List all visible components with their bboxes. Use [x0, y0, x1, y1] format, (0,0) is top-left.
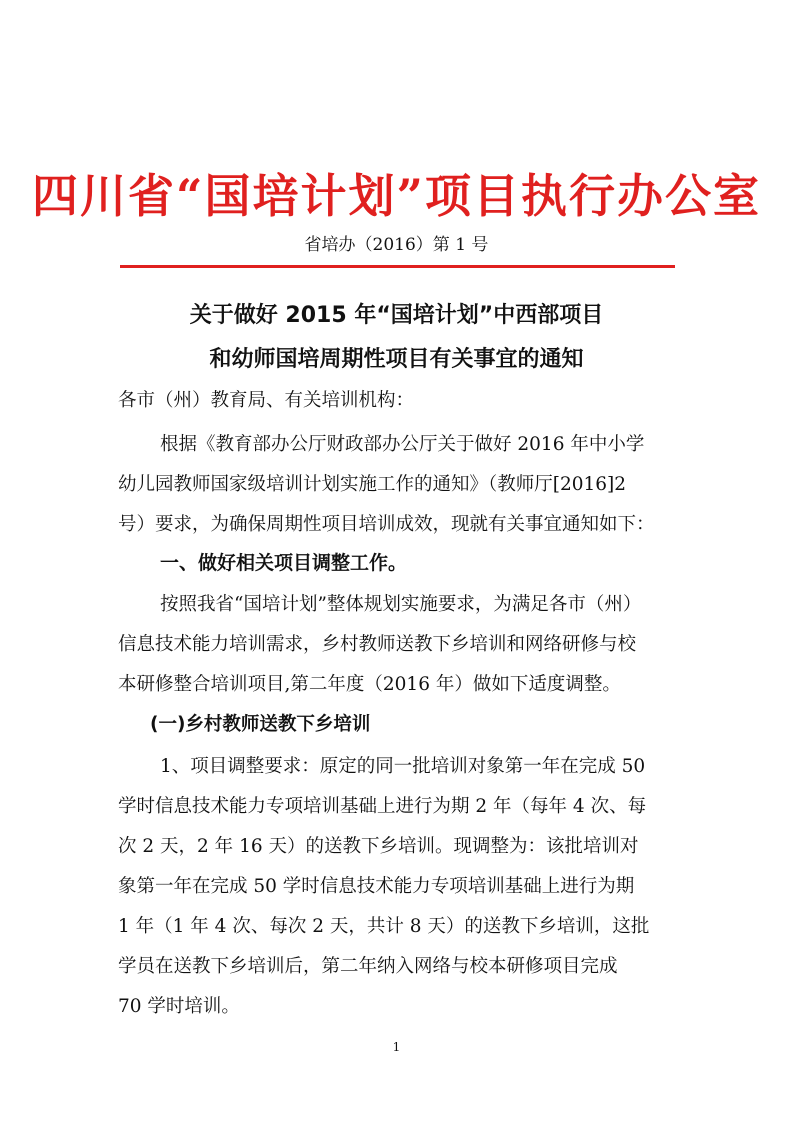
issuing-office-title: 四川省“国培计划”项目执行办公室 [32, 169, 761, 223]
section-1-line-2: 信息技术能力培训需求，乡村教师送教下乡培训和网络研修与校 [118, 634, 637, 655]
document-number: 省培办（2016）第 1 号 [304, 235, 489, 255]
subsection-1-line-1: 1、项目调整要求：原定的同一批培训对象第一年在完成 50 [160, 756, 646, 777]
subsection-1-line-2: 学时信息技术能力专项培训基础上进行为期 2 年（每年 4 次、每 [118, 796, 647, 817]
notice-title-line-1: 关于做好 2015 年“国培计划”中西部项目 [189, 303, 604, 328]
page-number: 1 [392, 1040, 401, 1054]
salutation: 各市（州）教育局、有关培训机构： [118, 390, 415, 411]
section-1-line-1: 按照我省“国培计划”整体规划实施要求，为满足各市（州） [160, 594, 642, 615]
section-1-heading: 一、做好相关项目调整工作。 [160, 552, 408, 574]
subsection-1-line-3: 次 2 天，2 年 16 天）的送教下乡培训。现调整为：该批培训对 [118, 836, 639, 857]
subsection-1-line-4: 象第一年在完成 50 学时信息技术能力专项培训基础上进行为期 [118, 876, 635, 897]
subsection-1-line-7: 70 学时培训。 [118, 996, 240, 1017]
red-divider [120, 265, 675, 268]
notice-title-line-2: 和幼师国培周期性项目有关事宜的通知 [209, 347, 584, 372]
subsection-1-line-5: 1 年（1 年 4 次、每次 2 天，共计 8 天）的送教下乡培训，这批 [118, 916, 650, 937]
subsection-1-heading: (一)乡村教师送教下乡培训 [150, 714, 371, 735]
subsection-1-line-6: 学员在送教下乡培训后，第二年纳入网络与校本研修项目完成 [118, 956, 618, 977]
intro-line-3: 号）要求，为确保周期性项目培训成效，现就有关事宜通知如下： [118, 514, 655, 535]
intro-line-2: 幼儿园教师国家级培训计划实施工作的通知》（教师厅[2016]2 [118, 474, 627, 495]
intro-line-1: 根据《教育部办公厅财政部办公厅关于做好 2016 年中小学 [160, 434, 645, 455]
section-1-line-3: 本研修整合培训项目,第二年度（2016 年）做如下适度调整。 [118, 674, 621, 695]
